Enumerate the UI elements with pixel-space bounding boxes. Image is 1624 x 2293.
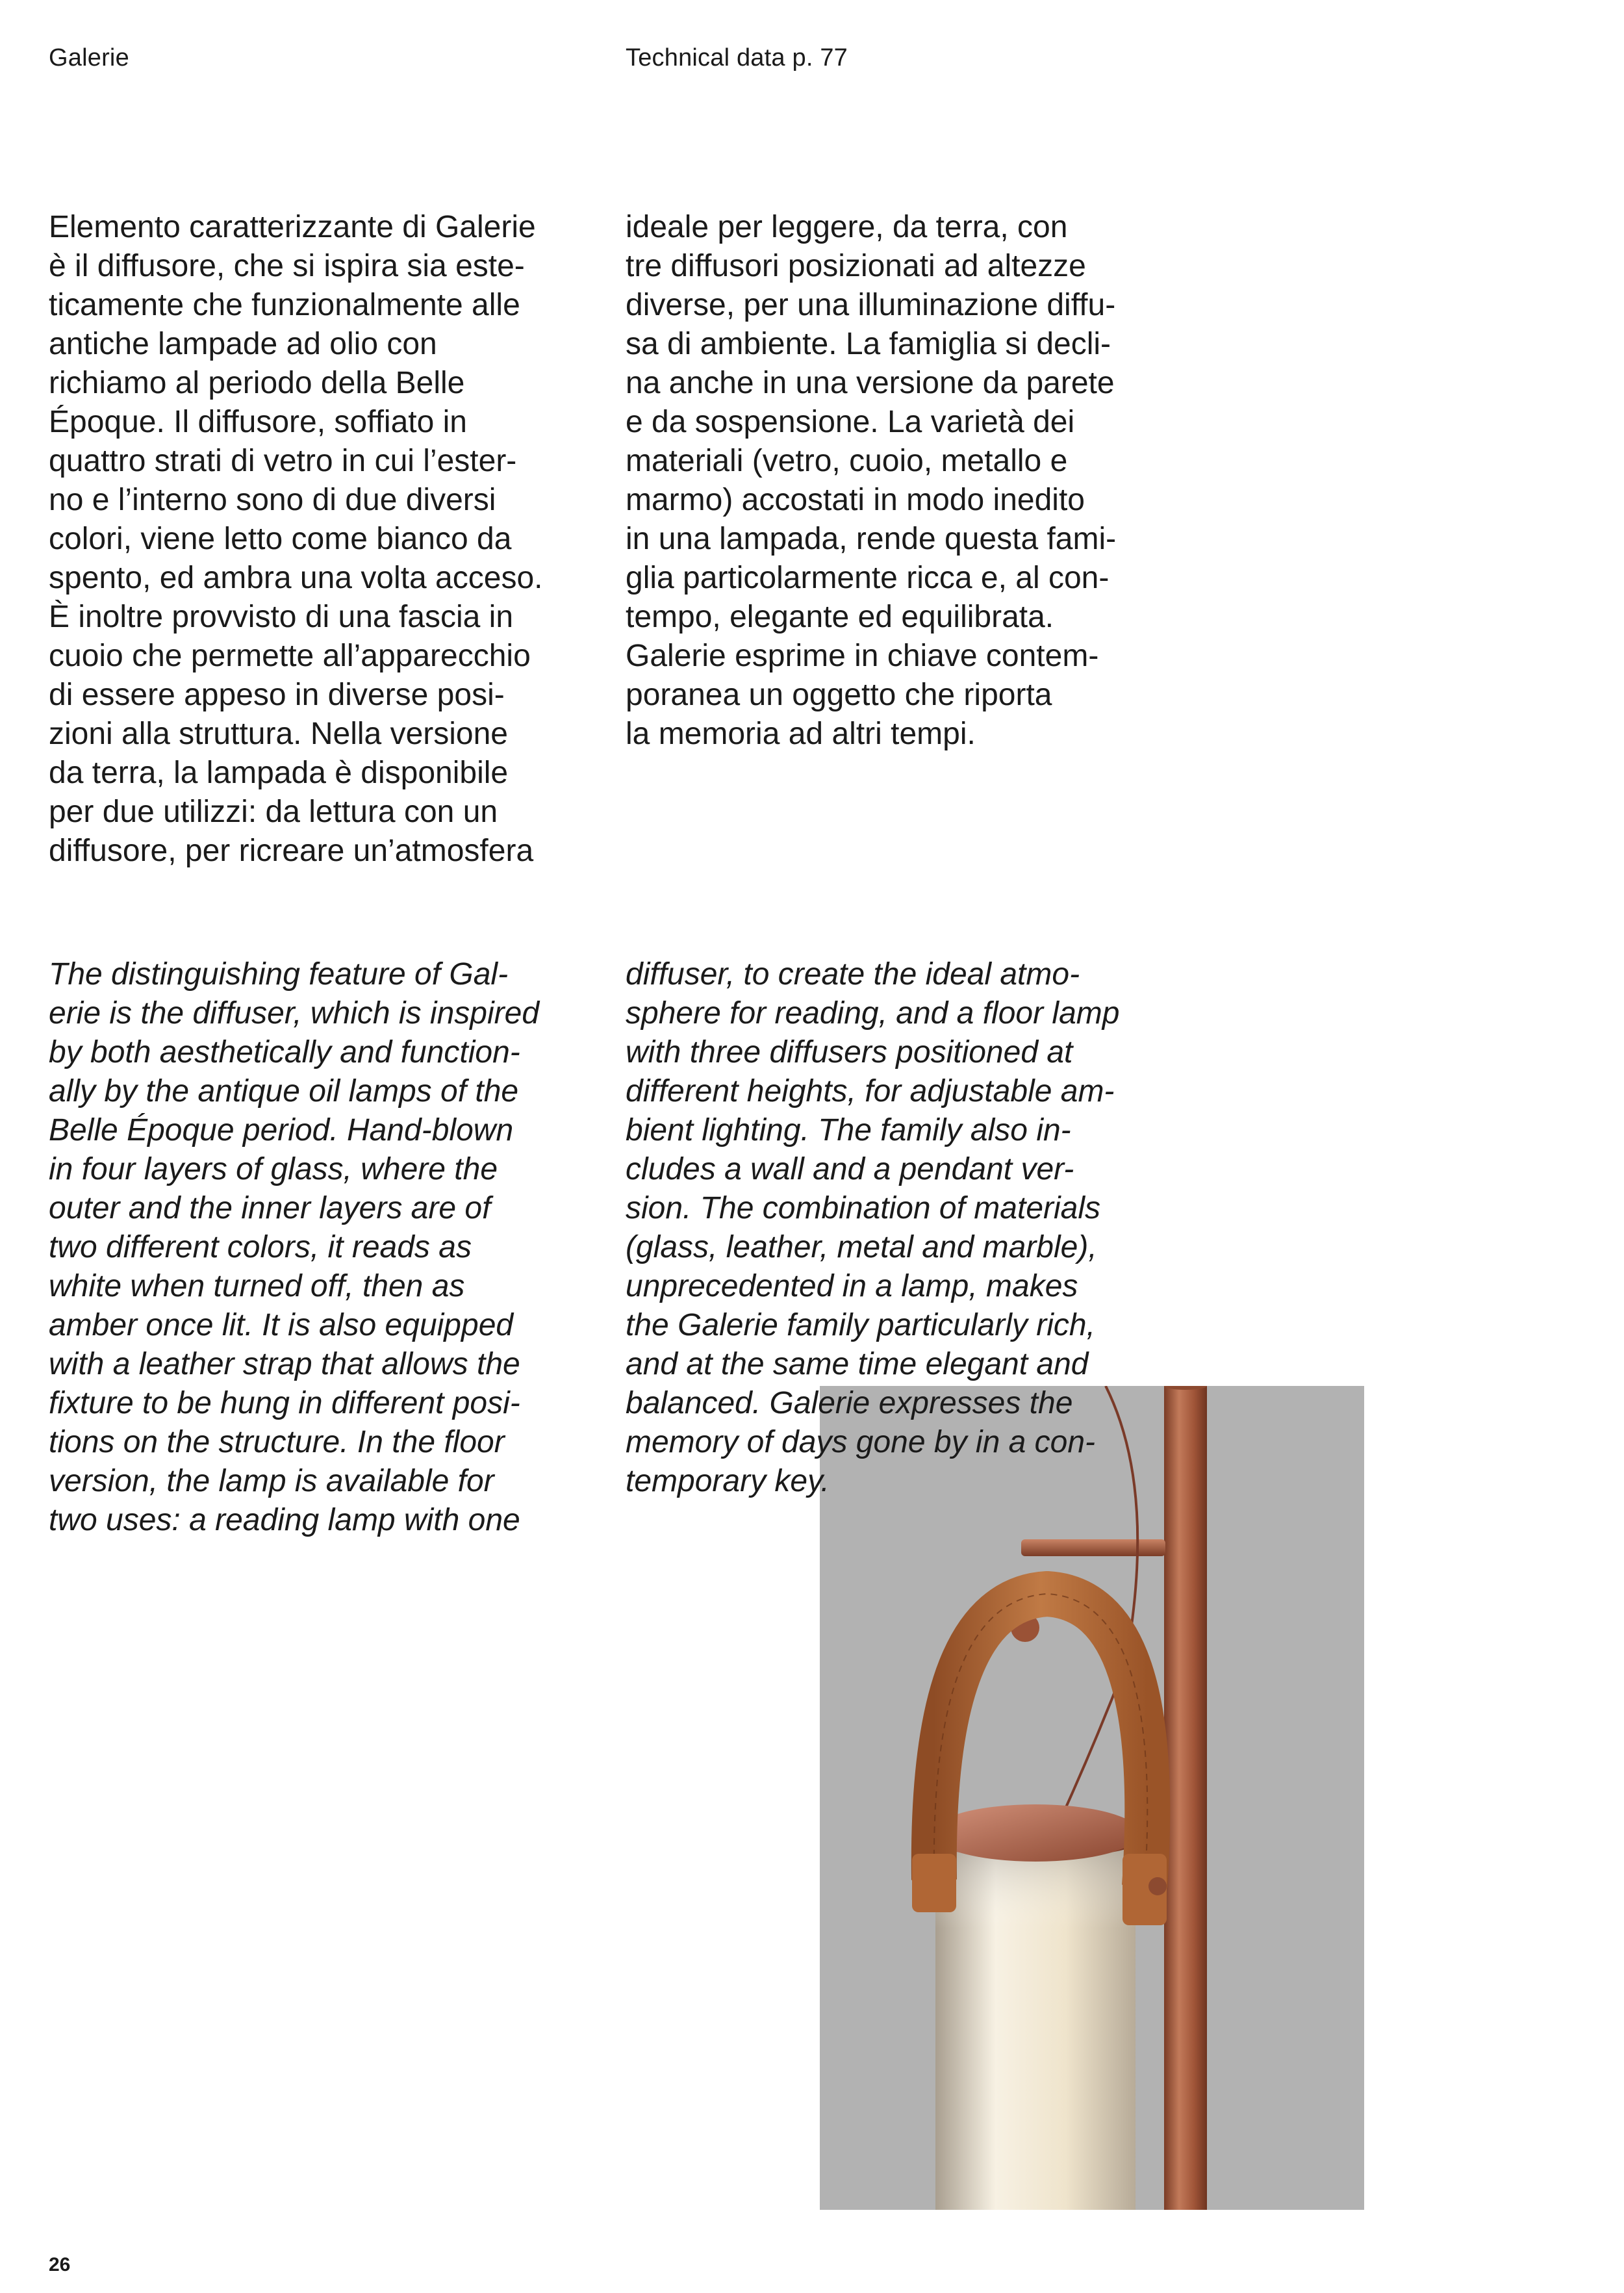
- text-line: ally by the antique oil lamps of the: [49, 1074, 519, 1108]
- text-line: cludes a wall and a pendant ver-: [626, 1152, 1074, 1186]
- text-line: different heights, for adjustable am-: [626, 1074, 1115, 1108]
- text-line: zioni alla struttura. Nella versione: [49, 717, 508, 751]
- text-line: tre diffusori posizionati ad altezze: [626, 249, 1086, 283]
- text-line: la memoria ad altri tempi.: [626, 717, 976, 751]
- text-line: diffusore, per ricreare un’atmosfera: [49, 834, 534, 868]
- text-line: The distinguishing feature of Gal-: [49, 957, 509, 992]
- text-line: two different colors, it reads as: [49, 1230, 472, 1264]
- text-line: quattro strati di vetro in cui l’ester-: [49, 444, 517, 478]
- text-line: and at the same time elegant and: [626, 1347, 1089, 1381]
- text-line: poranea un oggetto che riporta: [626, 678, 1052, 712]
- text-line: tions on the structure. In the floor: [49, 1425, 505, 1459]
- text-line: cuoio che permette all’apparecchio: [49, 639, 531, 673]
- text-line: sa di ambiente. La famiglia si decli-: [626, 327, 1111, 361]
- text-line: di essere appeso in diverse posi-: [49, 678, 505, 712]
- italian-text-column-2: [626, 208, 1171, 754]
- text-line: e da sospensione. La varietà dei: [626, 405, 1075, 439]
- text-line: materiali (vetro, cuoio, metallo e: [626, 444, 1068, 478]
- text-line: Elemento caratterizzante di Galerie: [49, 210, 536, 244]
- english-text-column-1: [49, 955, 594, 1540]
- text-line: diverse, per una illuminazione diffu-: [626, 288, 1116, 322]
- text-line: antiche lampade ad olio con: [49, 327, 437, 361]
- text-line: è il diffusore, che si ispira sia este-: [49, 249, 525, 283]
- text-line: da terra, la lampada è disponibile: [49, 756, 509, 790]
- text-line: amber once lit. It is also equipped: [49, 1308, 514, 1342]
- text-line: ideale per leggere, da terra, con: [626, 210, 1068, 244]
- text-line: fixture to be hung in different posi-: [49, 1386, 520, 1420]
- text-line: no e l’interno sono di due diversi: [49, 483, 496, 517]
- text-line: version, the lamp is available for: [49, 1464, 494, 1498]
- text-line: temporary key.: [626, 1464, 830, 1498]
- product-photo-galerie-lamp: [820, 1386, 1364, 2210]
- text-line: by both aesthetically and function-: [49, 1035, 520, 1070]
- text-line: colori, viene letto come bianco da: [49, 522, 512, 556]
- english-text-column-2: [626, 955, 1171, 1501]
- text-line: marmo) accostati in modo inedito: [626, 483, 1085, 517]
- text-line: Galerie esprime in chiave contem-: [626, 639, 1099, 673]
- text-line: (glass, leather, metal and marble),: [626, 1230, 1097, 1264]
- text-line: È inoltre provvisto di una fascia in: [49, 600, 514, 634]
- text-line: outer and the inner layers are of: [49, 1191, 491, 1225]
- text-line: bient lighting. The family also in-: [626, 1113, 1071, 1147]
- text-line: spento, ed ambra una volta acceso.: [49, 561, 543, 595]
- text-line: balanced. Galerie expresses the: [626, 1386, 1073, 1420]
- text-line: diffuser, to create the ideal atmo-: [626, 957, 1080, 992]
- text-line: sion. The combination of materials: [626, 1191, 1101, 1225]
- text-line: the Galerie family particularly rich,: [626, 1308, 1095, 1342]
- text-line: na anche in una versione da parete: [626, 366, 1115, 400]
- page-number: 26: [49, 2254, 71, 2275]
- text-line: ticamente che funzionalmente alle: [49, 288, 520, 322]
- text-line: Belle Époque period. Hand-blown: [49, 1113, 514, 1147]
- text-line: two uses: a reading lamp with one: [49, 1503, 520, 1537]
- text-line: memory of days gone by in a con-: [626, 1425, 1096, 1459]
- header-title: Galerie: [49, 44, 129, 71]
- text-line: Époque. Il diffusore, soffiato in: [49, 405, 467, 439]
- text-line: glia particolarmente ricca e, al con-: [626, 561, 1110, 595]
- header-technical-data-link[interactable]: Technical data p. 77: [626, 44, 848, 71]
- text-line: white when turned off, then as: [49, 1269, 465, 1303]
- text-line: with three diffusers positioned at: [626, 1035, 1073, 1070]
- text-line: unprecedented in a lamp, makes: [626, 1269, 1078, 1303]
- text-line: in una lampada, rende questa fami-: [626, 522, 1117, 556]
- text-line: erie is the diffuser, which is inspired: [49, 996, 540, 1031]
- text-line: with a leather strap that allows the: [49, 1347, 520, 1381]
- text-line: per due utilizzi: da lettura con un: [49, 795, 498, 829]
- text-line: richiamo al periodo della Belle: [49, 366, 465, 400]
- italian-text-column-1: [49, 208, 594, 871]
- text-line: tempo, elegante ed equilibrata.: [626, 600, 1054, 634]
- text-line: in four layers of glass, where the: [49, 1152, 498, 1186]
- text-line: sphere for reading, and a floor lamp: [626, 996, 1120, 1031]
